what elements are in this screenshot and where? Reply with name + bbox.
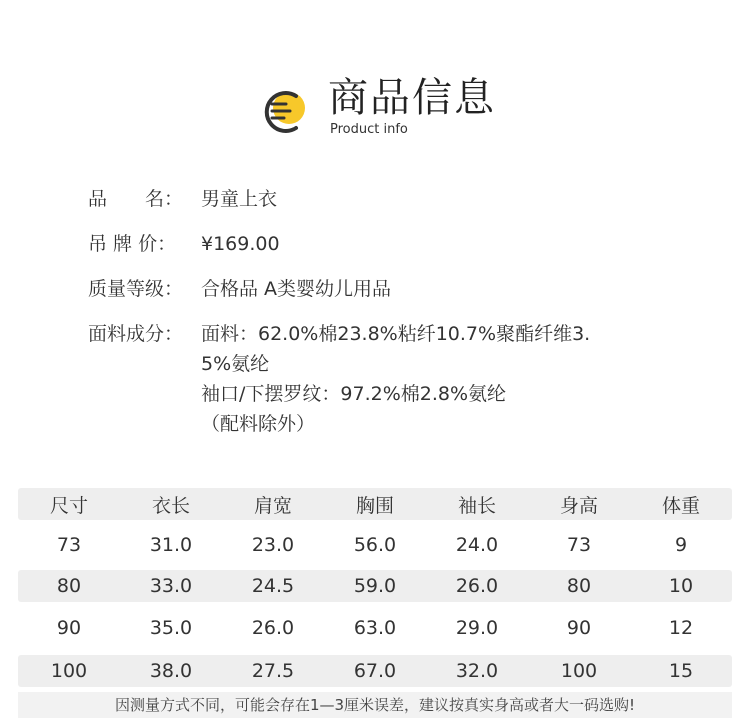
info-value-line: 合格品 A类婴幼儿用品 [201, 278, 392, 300]
info-value [201, 274, 651, 304]
table-cell: 90 [566, 617, 592, 639]
page-subtitle: Product info [330, 122, 408, 137]
table-cell: 26.0 [251, 617, 295, 639]
product-info-header [262, 72, 562, 142]
table-header-cell: 身高 [559, 494, 598, 517]
document-list-icon [262, 86, 312, 136]
table-cell: 100 [50, 660, 88, 682]
table-cell: 15 [668, 660, 694, 682]
info-value-line: 面料：62.0%棉23.8%粘纤10.7%聚酯纤维3. [201, 323, 591, 345]
info-value-line: 袖口/下摆罗纹：97.2%棉2.8%氨纶 [201, 383, 507, 405]
table-header-cell: 体重 [661, 494, 700, 517]
measurement-note: 因测量方式不同，可能会存在1—3厘米误差，建议按真实身高或者大一码选购! [18, 692, 732, 718]
info-label: 吊 牌 价： [88, 233, 177, 255]
table-cell: 23.0 [251, 534, 295, 556]
table-cell: 73 [56, 534, 82, 556]
table-cell: 33.0 [149, 575, 193, 597]
table-cell: 9 [674, 534, 688, 556]
table-cell: 90 [56, 617, 82, 639]
table-cell: 67.0 [353, 660, 397, 682]
table-header-cell: 胸围 [355, 494, 394, 517]
info-label: 质量等级： [88, 278, 184, 300]
info-value [201, 319, 651, 439]
table-cell: 73 [566, 534, 592, 556]
table-header-cell: 袖长 [457, 494, 496, 517]
table-cell: 26.0 [455, 575, 499, 597]
table-cell: 63.0 [353, 617, 397, 639]
table-cell: 32.0 [455, 660, 499, 682]
info-label: 面料成分： [88, 323, 184, 345]
table-cell: 38.0 [149, 660, 193, 682]
info-value-line: ¥169.00 [201, 233, 280, 255]
table-row [18, 655, 732, 687]
table-header-cell: 衣长 [151, 494, 190, 517]
table-cell: 31.0 [149, 534, 193, 556]
table-header-cell: 尺寸 [49, 494, 88, 517]
table-cell: 27.5 [251, 660, 295, 682]
page-title: 商品信息 [328, 75, 496, 121]
table-row [18, 529, 732, 561]
table-cell: 80 [566, 575, 592, 597]
table-cell: 80 [56, 575, 82, 597]
table-row [18, 570, 732, 602]
table-header-cell: 肩宽 [253, 494, 292, 517]
info-value [201, 184, 651, 214]
table-cell: 24.0 [455, 534, 499, 556]
info-value-line: 5%氨纶 [201, 353, 270, 375]
table-cell: 35.0 [149, 617, 193, 639]
table-cell: 56.0 [353, 534, 397, 556]
table-row [18, 612, 732, 644]
table-cell: 59.0 [353, 575, 397, 597]
table-header-row [18, 488, 732, 520]
table-cell: 29.0 [455, 617, 499, 639]
table-cell: 100 [560, 660, 598, 682]
info-value-line: 男童上衣 [201, 188, 278, 210]
table-cell: 24.5 [251, 575, 295, 597]
info-value-line: （配料除外） [201, 413, 316, 435]
info-label: 品 名： [88, 188, 184, 210]
table-cell: 12 [668, 617, 694, 639]
table-cell: 10 [668, 575, 694, 597]
info-value [201, 229, 651, 259]
